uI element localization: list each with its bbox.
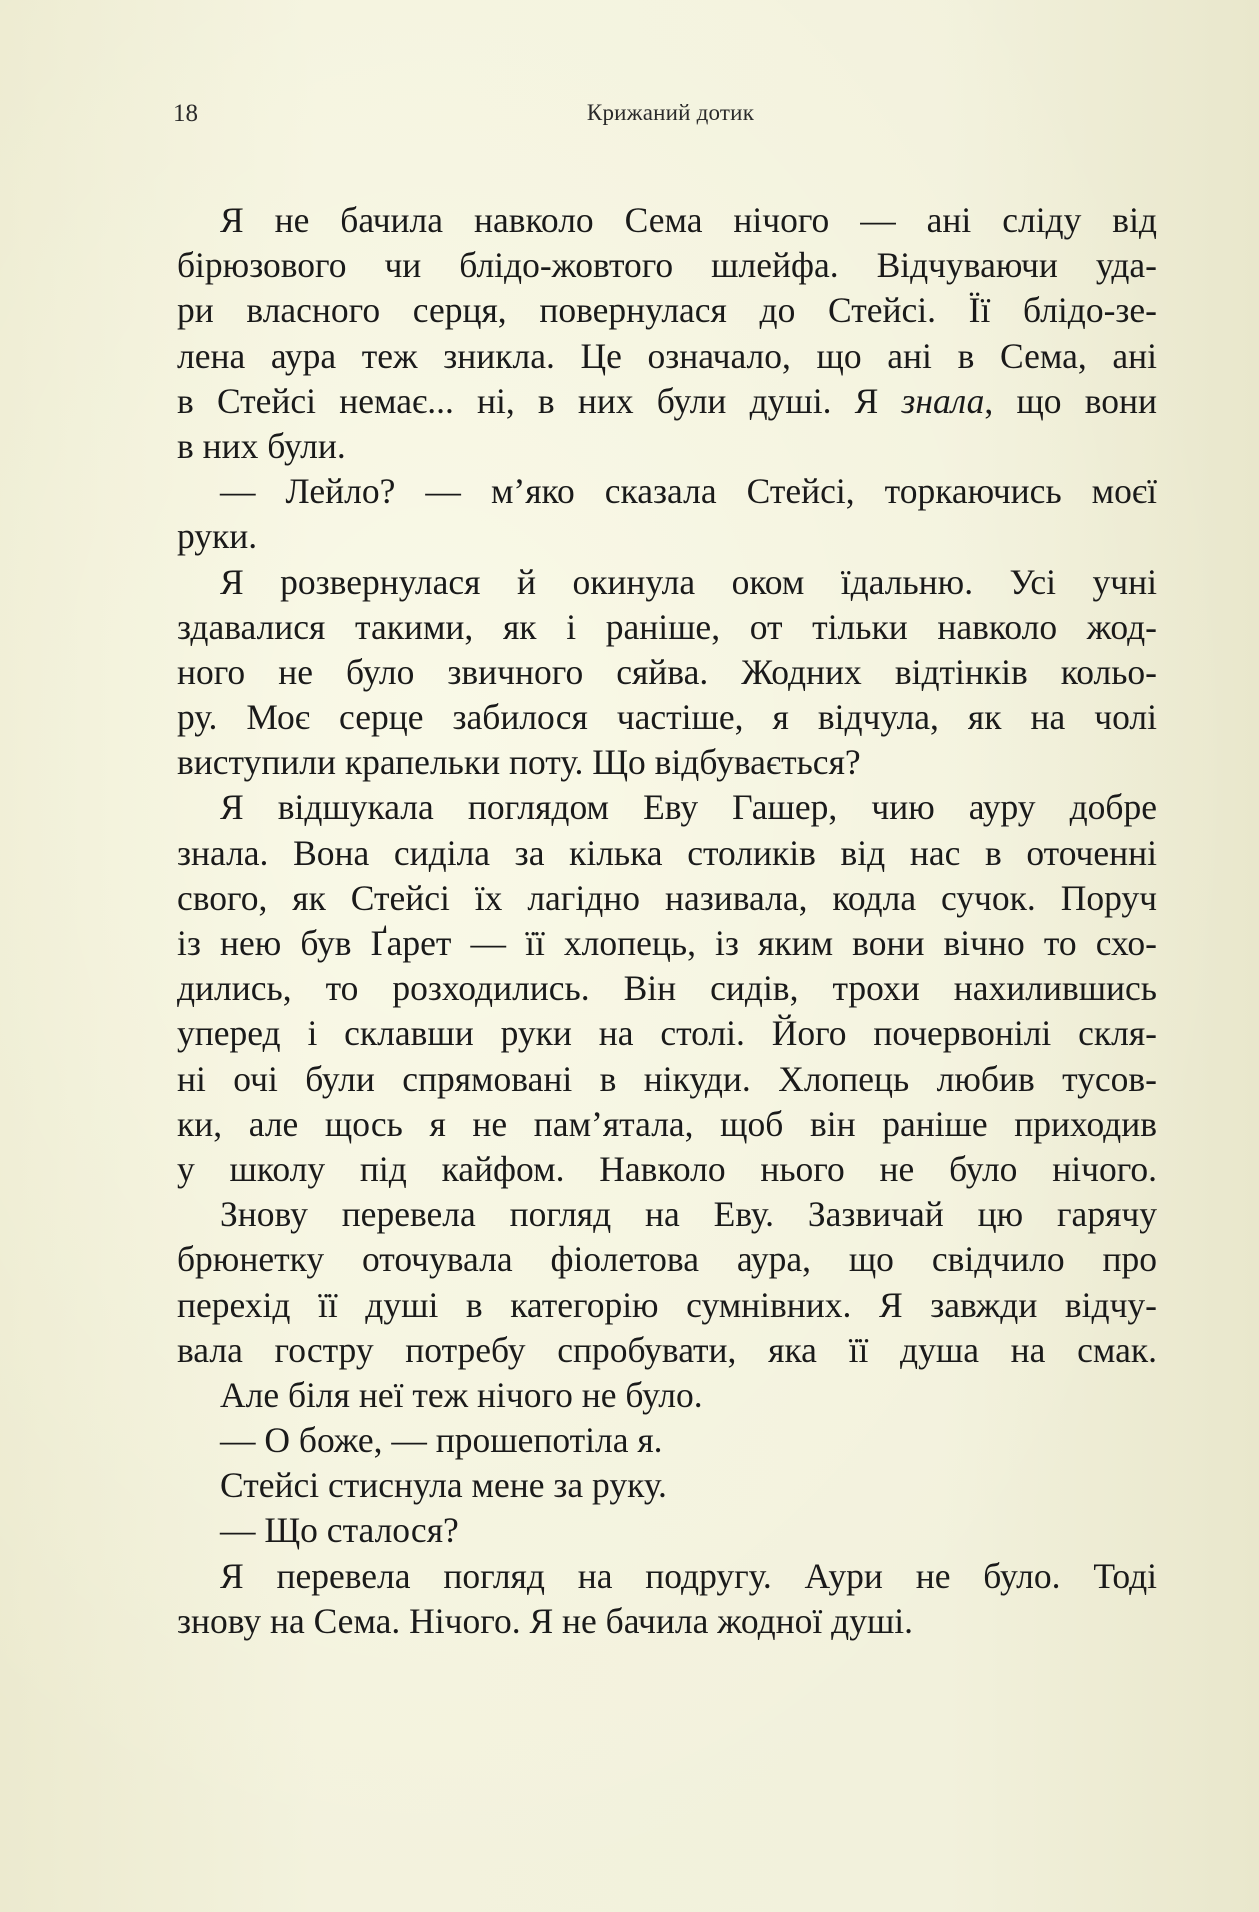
text-line: ру. Моє серце забилося частіше, я відчула, як на чолі [177, 697, 1157, 738]
text-line: лена аура теж зникла. Це означало, що ані в Сема, ані [177, 335, 1157, 376]
text-line: — Що сталося? [220, 1510, 459, 1551]
text-line: в Стейсі немає... ні, в них були душі. Я знала, що вони [177, 380, 1157, 421]
text-line: Я не бачила навколо Сема нічого — ані сліду від [220, 200, 1157, 240]
running-title: Крижаний дотик [586, 100, 755, 125]
text-line: із нею був Ґарет — її хлопець, із яким вони вічно то схо- [177, 923, 1157, 963]
text-line: Я розвернулася й окинула оком їдальню. Усі учні [220, 561, 1157, 602]
text-line: свого, як Стейсі їх лагідно називала, кодла сучок. Поруч [177, 877, 1157, 918]
body-text [177, 198, 1157, 1644]
text-line: брюнетку оточувала фіолетова аура, що свідчило про [177, 1239, 1157, 1280]
page-number: 18 [173, 100, 198, 127]
text-line: — О боже, — прошепотіла я. [220, 1420, 663, 1461]
page-header [173, 100, 1168, 140]
text-line: здавалися такими, як і раніше, от тільки навколо жод- [177, 606, 1157, 647]
text-line: Але біля неї теж нічого не було. [220, 1374, 703, 1415]
text-line: — Лейло? — м’яко сказала Стейсі, торкаючись моєї [220, 471, 1157, 512]
text-line: в них були. [177, 425, 346, 466]
text-line: знала. Вона сиділа за кілька столиків від нас в оточенні [177, 832, 1157, 873]
text-line: бірюзового чи блідо-жовтого шлейфа. Відчуваючи уда- [177, 245, 1157, 286]
text-line: ні очі були спрямовані в нікуди. Хлопець любив тусов- [177, 1058, 1157, 1099]
text-line: ного не було звичного сяйва. Жодних відтінків кольо- [177, 651, 1157, 692]
text-line: перехід її душі в категорію сумнівних. Я завжди відчу- [177, 1284, 1157, 1325]
text-line: Я перевела погляд на подругу. Аури не було. Тоді [220, 1555, 1157, 1596]
text-line: Стейсі стиснула мене за руку. [220, 1465, 667, 1506]
text-line: вала гостру потребу спробувати, яка її душа на смак. [177, 1329, 1157, 1370]
text-line: руки. [177, 516, 258, 557]
text-line: у школу під кайфом. Навколо нього не було нічого. [177, 1148, 1157, 1189]
text-line: дились, то розходились. Він сидів, трохи нахилившись [177, 968, 1157, 1009]
text-line: знову на Сема. Нічого. Я не бачила жодної душі. [177, 1600, 914, 1641]
text-line: Знову перевела погляд на Еву. Зазвичай цю гарячу [220, 1194, 1157, 1235]
text-line: ри власного серця, повернулася до Стейсі. Її блідо-зе- [177, 290, 1157, 331]
text-line: Я відшукала поглядом Еву Гашер, чию ауру добре [220, 787, 1157, 828]
text-line: уперед і склавши руки на столі. Його почервонілі скля- [177, 1013, 1157, 1054]
text-line: ки, але щось я не пам’ятала, щоб він раніше приходив [177, 1103, 1157, 1144]
text-line: виступили крапельки поту. Що відбувається? [177, 742, 861, 783]
